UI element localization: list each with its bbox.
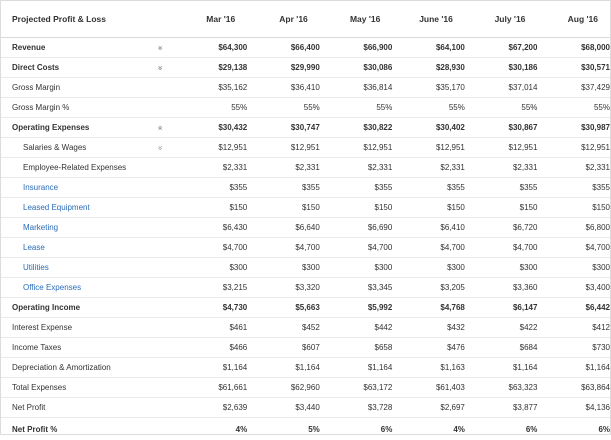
- value-cell: $3,440: [247, 398, 320, 418]
- value-cell: 6%: [465, 418, 538, 440]
- value-cell: $30,086: [320, 58, 393, 78]
- value-cell: $12,951: [247, 138, 320, 158]
- value-cell: $37,429: [537, 78, 610, 98]
- value-cell: $67,200: [465, 38, 538, 58]
- value-cell: $684: [465, 338, 538, 358]
- value-cell: $3,360: [465, 278, 538, 298]
- value-cell: $4,700: [187, 238, 247, 258]
- value-cell: $452: [247, 318, 320, 338]
- value-cell: $30,186: [465, 58, 538, 78]
- value-cell: 55%: [465, 98, 538, 118]
- table-row: [1, 118, 610, 138]
- value-cell: $4,768: [392, 298, 465, 318]
- row-label: Income Taxes: [1, 338, 134, 358]
- value-cell: $12,951: [465, 138, 538, 158]
- value-cell: $2,331: [392, 158, 465, 178]
- expander-cell: [134, 238, 187, 258]
- value-cell: 55%: [247, 98, 320, 118]
- value-cell: $6,720: [465, 218, 538, 238]
- value-cell: $3,400: [537, 278, 610, 298]
- table-row: [1, 198, 610, 218]
- month-header[interactable]: Apr '16: [247, 1, 320, 38]
- table-row: [1, 338, 610, 358]
- value-cell: $35,162: [187, 78, 247, 98]
- value-cell: $29,990: [247, 58, 320, 78]
- expander-cell[interactable]: [134, 38, 187, 58]
- value-cell: $3,215: [187, 278, 247, 298]
- value-cell: $300: [537, 258, 610, 278]
- value-cell: $4,700: [247, 238, 320, 258]
- value-cell: $6,147: [465, 298, 538, 318]
- expander-cell: [134, 98, 187, 118]
- value-cell: $63,323: [465, 378, 538, 398]
- value-cell: $12,951: [320, 138, 393, 158]
- row-label-link[interactable]: Office Expenses: [1, 278, 134, 298]
- row-label: Interest Expense: [1, 318, 134, 338]
- value-cell: $4,700: [392, 238, 465, 258]
- chevron-double-down-icon[interactable]: »: [156, 46, 164, 50]
- value-cell: $61,661: [187, 378, 247, 398]
- value-cell: $12,951: [392, 138, 465, 158]
- value-cell: $30,987: [537, 118, 610, 138]
- value-cell: $3,877: [465, 398, 538, 418]
- value-cell: 55%: [392, 98, 465, 118]
- value-cell: $29,138: [187, 58, 247, 78]
- value-cell: $36,814: [320, 78, 393, 98]
- table-row: [1, 318, 610, 338]
- value-cell: $5,992: [320, 298, 393, 318]
- table-row: [1, 378, 610, 398]
- value-cell: 4%: [392, 418, 465, 440]
- value-cell: $68,000: [537, 38, 610, 58]
- value-cell: $6,800: [537, 218, 610, 238]
- header-row: [1, 1, 610, 38]
- value-cell: $300: [187, 258, 247, 278]
- value-cell: $3,320: [247, 278, 320, 298]
- value-cell: $355: [537, 178, 610, 198]
- expander-cell: [134, 78, 187, 98]
- value-cell: $1,163: [392, 358, 465, 378]
- month-header[interactable]: June '16: [392, 1, 465, 38]
- value-cell: $2,331: [187, 158, 247, 178]
- row-label: Direct Costs: [1, 58, 134, 78]
- chevron-double-down-icon[interactable]: »: [156, 146, 164, 150]
- expander-cell: [134, 218, 187, 238]
- expander-cell: [134, 278, 187, 298]
- value-cell: $6,430: [187, 218, 247, 238]
- expander-cell[interactable]: [134, 58, 187, 78]
- chevron-double-down-icon[interactable]: »: [156, 66, 164, 70]
- value-cell: $1,164: [187, 358, 247, 378]
- expander-cell: [134, 398, 187, 418]
- value-cell: $35,170: [392, 78, 465, 98]
- expander-cell: [134, 198, 187, 218]
- table-row: [1, 398, 610, 418]
- value-cell: $64,300: [187, 38, 247, 58]
- table-body: [1, 38, 610, 440]
- value-cell: $730: [537, 338, 610, 358]
- value-cell: $355: [465, 178, 538, 198]
- value-cell: $422: [465, 318, 538, 338]
- value-cell: $4,136: [537, 398, 610, 418]
- value-cell: $3,728: [320, 398, 393, 418]
- expander-cell[interactable]: [134, 138, 187, 158]
- row-label: Gross Margin %: [1, 98, 134, 118]
- row-label: Operating Income: [1, 298, 134, 318]
- value-cell: $3,205: [392, 278, 465, 298]
- value-cell: $28,930: [392, 58, 465, 78]
- value-cell: $2,639: [187, 398, 247, 418]
- value-cell: $355: [187, 178, 247, 198]
- value-cell: 55%: [187, 98, 247, 118]
- table-row: [1, 238, 610, 258]
- row-label-link[interactable]: Lease: [1, 238, 134, 258]
- value-cell: $150: [392, 198, 465, 218]
- value-cell: $300: [320, 258, 393, 278]
- table-row: [1, 78, 610, 98]
- profit-loss-table: [1, 1, 610, 440]
- table-title: Projected Profit & Loss: [1, 1, 134, 38]
- value-cell: $300: [247, 258, 320, 278]
- value-cell: $2,331: [465, 158, 538, 178]
- value-cell: $300: [392, 258, 465, 278]
- value-cell: $2,697: [392, 398, 465, 418]
- value-cell: 6%: [320, 418, 393, 440]
- table-row: [1, 178, 610, 198]
- value-cell: $64,100: [392, 38, 465, 58]
- value-cell: $12,951: [187, 138, 247, 158]
- table-row: [1, 218, 610, 238]
- value-cell: $355: [320, 178, 393, 198]
- row-label: Revenue: [1, 38, 134, 58]
- value-cell: $6,640: [247, 218, 320, 238]
- row-label: Total Expenses: [1, 378, 134, 398]
- value-cell: $30,571: [537, 58, 610, 78]
- expander-cell: [134, 298, 187, 318]
- value-cell: $37,014: [465, 78, 538, 98]
- value-cell: 4%: [187, 418, 247, 440]
- value-cell: $61,403: [392, 378, 465, 398]
- table-row: [1, 158, 610, 178]
- table-row: [1, 298, 610, 318]
- expander-cell: [134, 158, 187, 178]
- value-cell: $442: [320, 318, 393, 338]
- value-cell: $30,402: [392, 118, 465, 138]
- value-cell: 6%: [537, 418, 610, 440]
- value-cell: 55%: [320, 98, 393, 118]
- value-cell: $12,951: [537, 138, 610, 158]
- row-label: Gross Margin: [1, 78, 134, 98]
- row-label: Employee-Related Expenses: [1, 158, 134, 178]
- value-cell: $3,345: [320, 278, 393, 298]
- value-cell: $6,690: [320, 218, 393, 238]
- expander-cell: [134, 338, 187, 358]
- value-cell: $1,164: [320, 358, 393, 378]
- value-cell: $4,700: [537, 238, 610, 258]
- month-header[interactable]: Aug '16: [537, 1, 610, 38]
- value-cell: $2,331: [537, 158, 610, 178]
- value-cell: $1,164: [465, 358, 538, 378]
- expander-cell: [134, 418, 187, 440]
- value-cell: $6,442: [537, 298, 610, 318]
- row-label-link[interactable]: Insurance: [1, 178, 134, 198]
- value-cell: $6,410: [392, 218, 465, 238]
- value-cell: $30,747: [247, 118, 320, 138]
- value-cell: $466: [187, 338, 247, 358]
- expander-cell: [134, 258, 187, 278]
- table-row: [1, 258, 610, 278]
- table-row: [1, 58, 610, 78]
- month-header[interactable]: July '16: [465, 1, 538, 38]
- value-cell: 5%: [247, 418, 320, 440]
- value-cell: $30,432: [187, 118, 247, 138]
- value-cell: $5,663: [247, 298, 320, 318]
- value-cell: $150: [320, 198, 393, 218]
- value-cell: $1,164: [247, 358, 320, 378]
- value-cell: $30,822: [320, 118, 393, 138]
- value-cell: $658: [320, 338, 393, 358]
- row-label: Net Profit: [1, 398, 134, 418]
- row-label: Operating Expenses: [1, 118, 134, 138]
- value-cell: 55%: [537, 98, 610, 118]
- value-cell: $4,730: [187, 298, 247, 318]
- value-cell: $461: [187, 318, 247, 338]
- value-cell: $150: [187, 198, 247, 218]
- expander-cell: [134, 378, 187, 398]
- header-spacer: [134, 1, 187, 38]
- value-cell: $355: [392, 178, 465, 198]
- table-row: [1, 138, 610, 158]
- value-cell: $63,172: [320, 378, 393, 398]
- row-label: Salaries & Wages: [1, 138, 134, 158]
- table-row: [1, 278, 610, 298]
- value-cell: $412: [537, 318, 610, 338]
- value-cell: $2,331: [320, 158, 393, 178]
- table-row: [1, 38, 610, 58]
- value-cell: $66,400: [247, 38, 320, 58]
- chevron-double-up-icon[interactable]: «: [156, 126, 164, 130]
- value-cell: $1,164: [537, 358, 610, 378]
- value-cell: $607: [247, 338, 320, 358]
- value-cell: $150: [537, 198, 610, 218]
- row-label: Depreciation & Amortization: [1, 358, 134, 378]
- expander-cell: [134, 358, 187, 378]
- row-label-link[interactable]: Leased Equipment: [1, 198, 134, 218]
- expander-cell: [134, 178, 187, 198]
- value-cell: $150: [247, 198, 320, 218]
- value-cell: $4,700: [465, 238, 538, 258]
- table-row: [1, 358, 610, 378]
- value-cell: $2,331: [247, 158, 320, 178]
- table-row: [1, 418, 610, 440]
- value-cell: $432: [392, 318, 465, 338]
- row-label-link[interactable]: Marketing: [1, 218, 134, 238]
- expander-cell: [134, 318, 187, 338]
- month-header[interactable]: Mar '16: [187, 1, 247, 38]
- value-cell: $30,867: [465, 118, 538, 138]
- value-cell: $476: [392, 338, 465, 358]
- value-cell: $36,410: [247, 78, 320, 98]
- value-cell: $4,700: [320, 238, 393, 258]
- value-cell: $150: [465, 198, 538, 218]
- expander-cell[interactable]: [134, 118, 187, 138]
- value-cell: $66,900: [320, 38, 393, 58]
- value-cell: $300: [465, 258, 538, 278]
- month-header[interactable]: May '16: [320, 1, 393, 38]
- row-label: Net Profit %: [1, 418, 134, 440]
- value-cell: $62,960: [247, 378, 320, 398]
- table-row: [1, 98, 610, 118]
- value-cell: $63,864: [537, 378, 610, 398]
- row-label-link[interactable]: Utilities: [1, 258, 134, 278]
- value-cell: $355: [247, 178, 320, 198]
